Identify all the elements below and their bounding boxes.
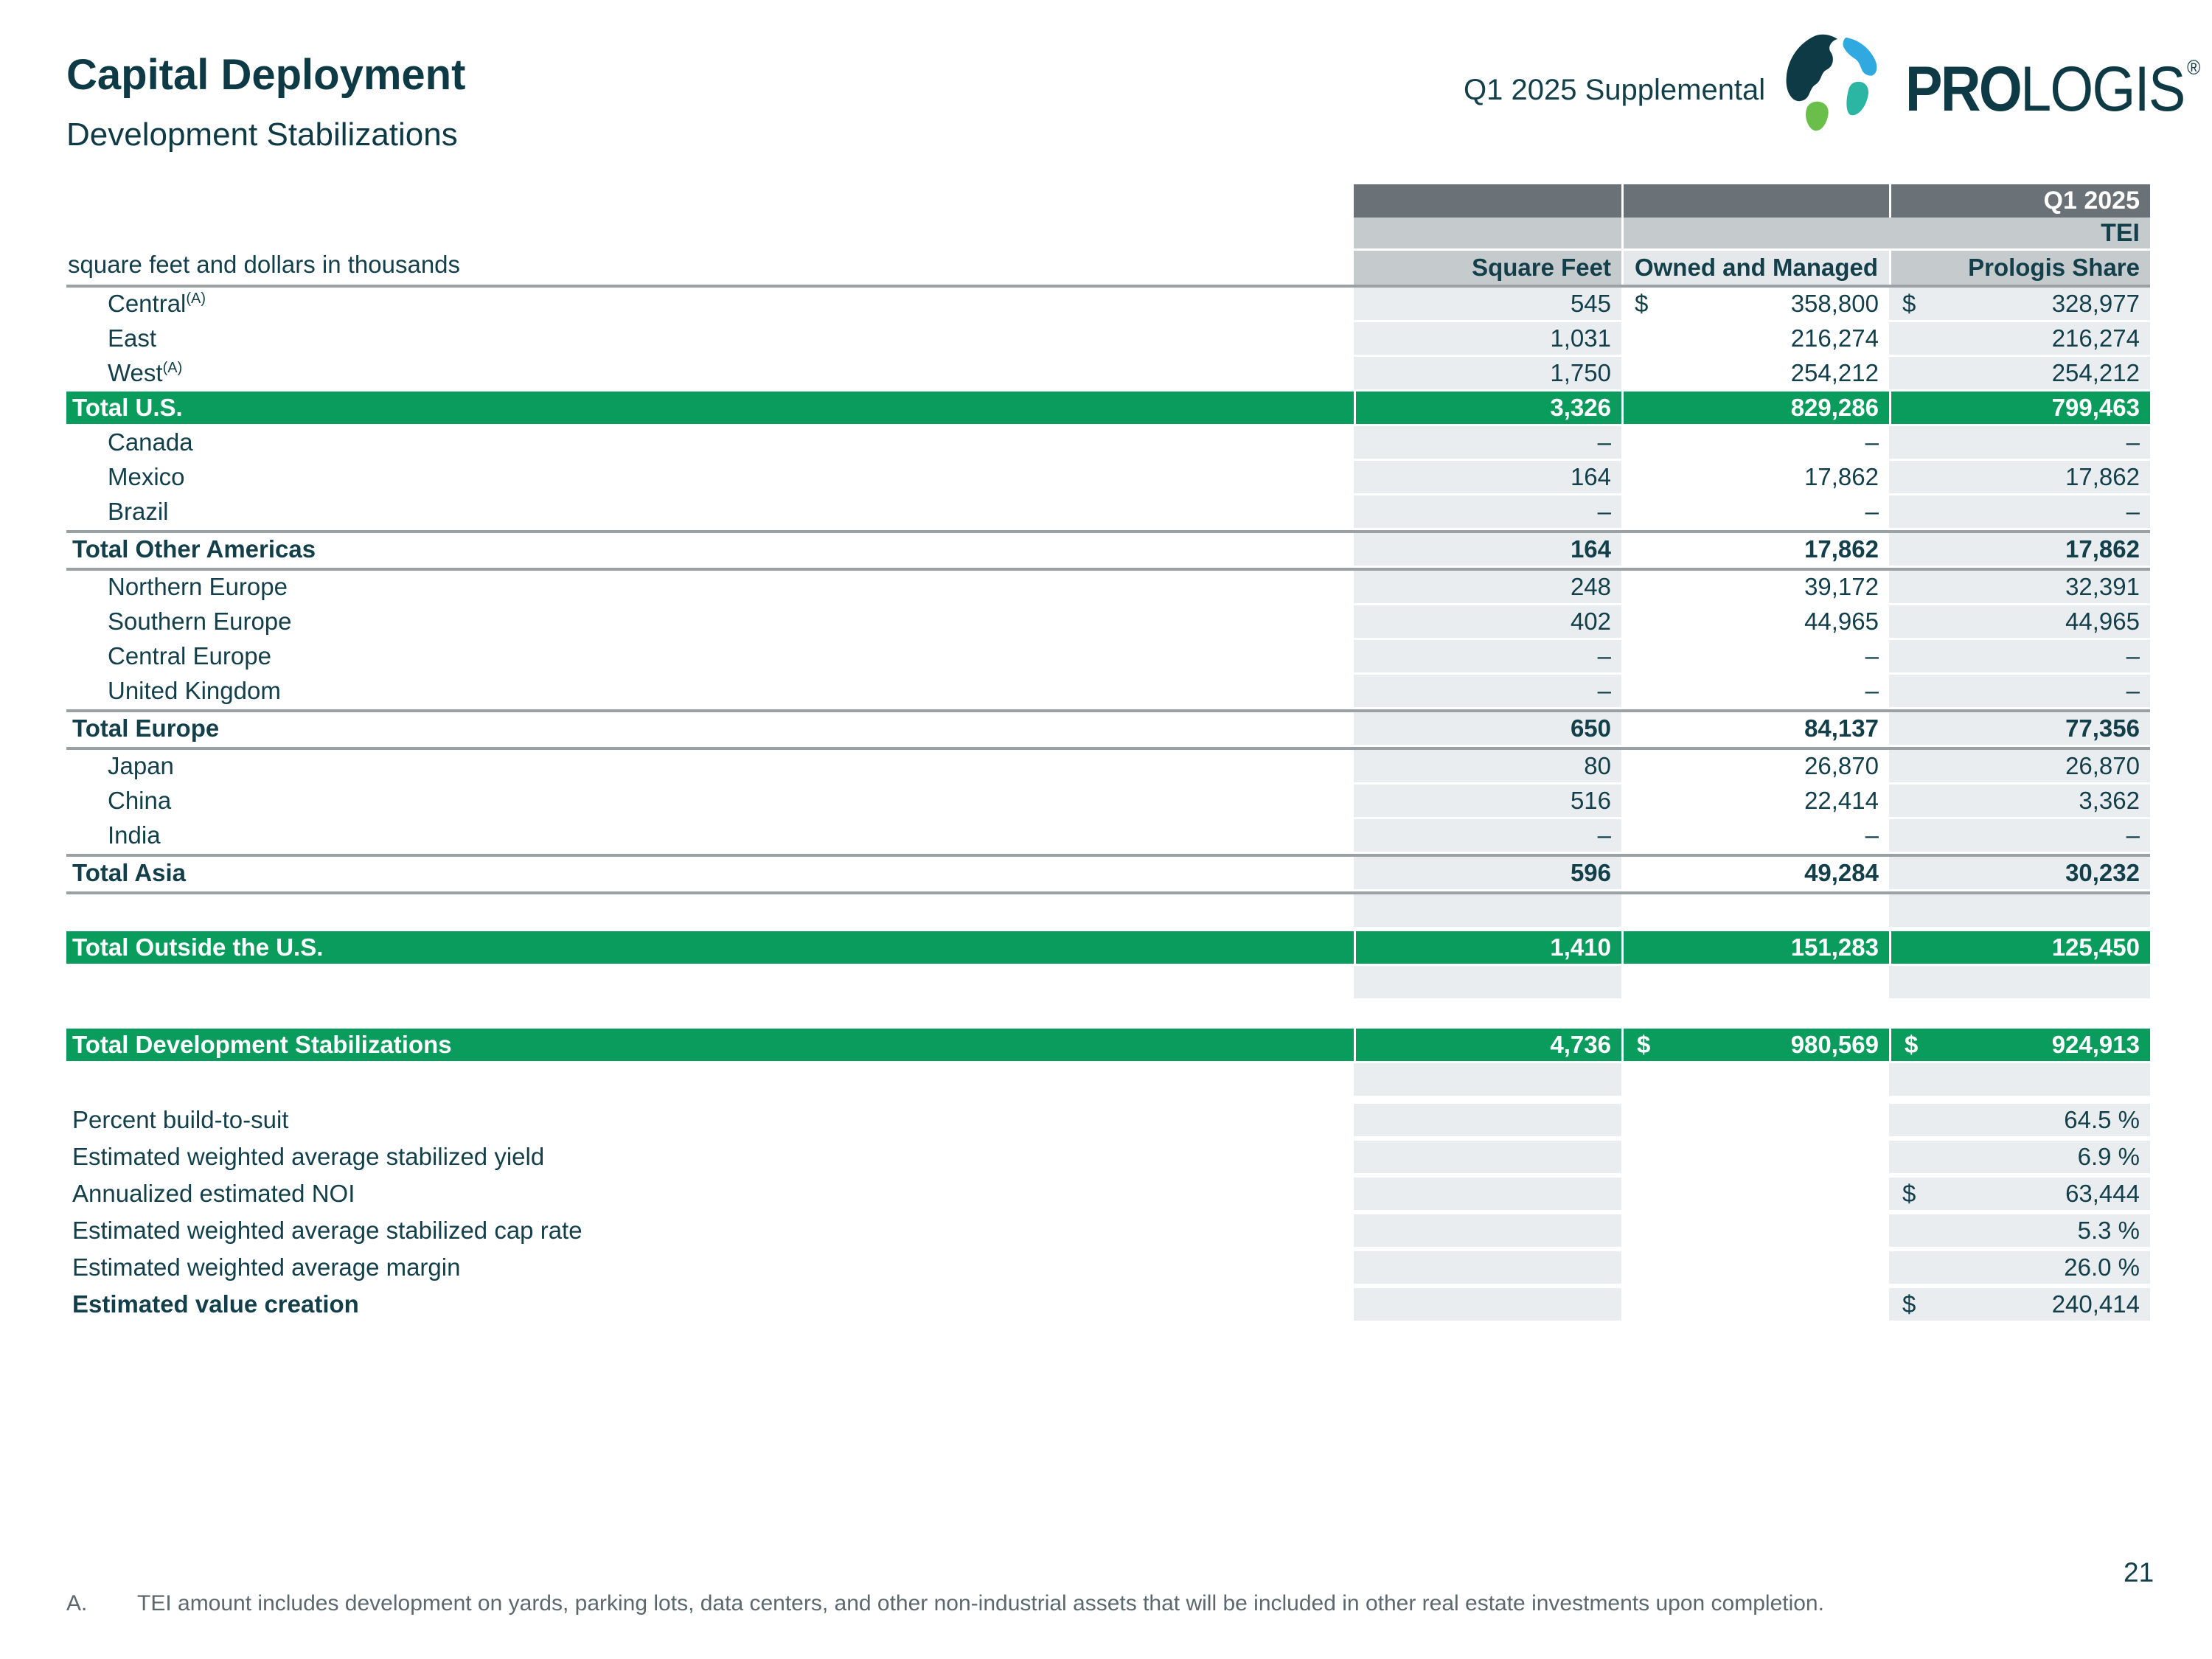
col-header-square-feet: Square Feet — [1354, 251, 1621, 285]
prologis-globe-icon — [1783, 31, 1899, 147]
table-row — [66, 1251, 2150, 1288]
cell-sf: 596 — [1354, 857, 1621, 889]
cell-sf: 1,410 — [1354, 931, 1621, 964]
row-label: Central$^{(A)}$ — [108, 290, 206, 317]
table-row — [66, 357, 2150, 392]
table-row — [66, 461, 2150, 495]
cell-om: – — [1621, 495, 1889, 528]
cell-ps: $ 63,444 — [1889, 1178, 2150, 1210]
spacer-row — [66, 894, 2150, 931]
cell-om: 151,283 — [1621, 931, 1889, 964]
cell-ps — [1889, 1063, 2150, 1096]
cell-sf: – — [1354, 675, 1621, 707]
cell-ps: 30,232 — [1889, 857, 2150, 889]
cell-sf: – — [1354, 426, 1621, 459]
row-label: Total U.S. — [66, 392, 1354, 424]
cell-om: 84,137 — [1621, 712, 1889, 745]
cell-om — [1621, 1141, 1889, 1173]
cell-ps: – — [1889, 495, 2150, 528]
row-label: Estimated weighted average stabilized yield — [72, 1143, 545, 1170]
tei-label: TEI — [1621, 218, 2150, 248]
row-label: Estimated weighted average margin — [72, 1253, 461, 1281]
cell-ps: 5.3 % — [1889, 1214, 2150, 1247]
row-label: East — [108, 324, 157, 352]
cell-om: 39,172 — [1621, 571, 1889, 603]
period-band — [1354, 184, 2150, 218]
row-label: Total Development Stabilizations — [66, 1029, 1354, 1061]
table-row — [66, 640, 2150, 675]
row-label: Percent build-to-suit — [72, 1106, 289, 1133]
cell-om: – — [1621, 675, 1889, 707]
row-label: Brazil — [108, 498, 169, 525]
cell-sf — [1354, 1251, 1621, 1284]
table-row — [66, 426, 2150, 461]
cell-om — [1621, 1251, 1889, 1284]
cell-sf — [1354, 1104, 1621, 1136]
cell-ps: – — [1889, 675, 2150, 707]
prologis-wordmark — [1905, 31, 2200, 147]
cell-sf: 545 — [1354, 288, 1621, 320]
table-row — [66, 785, 2150, 819]
cell-sf: 650 — [1354, 712, 1621, 745]
cell-ps: $ 240,414 — [1889, 1288, 2150, 1321]
cell-ps — [1889, 894, 2150, 927]
cell-sf — [1354, 966, 1621, 998]
cell-ps: 254,212 — [1889, 357, 2150, 389]
footnote — [66, 1591, 1998, 1616]
cell-ps: 26,870 — [1889, 750, 2150, 782]
prologis-logo — [1783, 31, 2212, 147]
period-band-cell — [1354, 184, 1621, 218]
cell-ps: 799,463 — [1889, 392, 2150, 424]
table-row — [66, 819, 2150, 854]
cell-sf: 164 — [1354, 461, 1621, 493]
cell-sf: 164 — [1354, 533, 1621, 566]
col-header-prologis-share: Prologis Share — [1889, 251, 2150, 285]
table-row — [66, 931, 2150, 966]
footnote-marker: A. — [66, 1591, 88, 1615]
cell-ps: – — [1889, 819, 2150, 852]
row-label: United Kingdom — [108, 677, 281, 704]
stabilizations-table — [66, 184, 2150, 1325]
cell-sf: – — [1354, 495, 1621, 528]
units-label: square feet and dollars in thousands — [68, 251, 461, 278]
row-label: Total Europe — [72, 714, 220, 742]
row-label — [66, 966, 1354, 998]
cell-ps: 125,450 — [1889, 931, 2150, 964]
cell-ps: – — [1889, 640, 2150, 672]
cell-sf: 3,326 — [1354, 392, 1621, 424]
cell-sf: – — [1354, 640, 1621, 672]
table-row — [66, 605, 2150, 640]
cell-sf: 402 — [1354, 605, 1621, 638]
cell-om — [1621, 966, 1889, 998]
cell-om: 17,862 — [1621, 533, 1889, 566]
cell-om — [1621, 1104, 1889, 1136]
cell-ps: 64.5 % — [1889, 1104, 2150, 1136]
table-row — [66, 1178, 2150, 1214]
cell-ps: $ 328,977 — [1889, 288, 2150, 320]
cell-ps: 77,356 — [1889, 712, 2150, 745]
row-label: India — [108, 821, 161, 849]
cell-om: $ 980,569 — [1621, 1029, 1889, 1061]
cell-ps: 17,862 — [1889, 533, 2150, 566]
cell-sf: 4,736 — [1354, 1029, 1621, 1061]
table-row — [66, 675, 2150, 709]
table-row — [66, 1141, 2150, 1178]
period-label: Q1 2025 — [1889, 184, 2150, 218]
table-row — [66, 1288, 2150, 1325]
cell-om — [1621, 1288, 1889, 1321]
column-headers — [1354, 251, 2150, 285]
row-label: West$^{(A)}$ — [108, 359, 183, 386]
tei-band-cell — [1354, 218, 1621, 248]
cell-om: 216,274 — [1621, 322, 1889, 355]
row-label: China — [108, 787, 172, 814]
table-row — [66, 495, 2150, 530]
cell-om — [1621, 894, 1889, 927]
footnote-text: TEI amount includes development on yards, parking lots, data centers, and other non-industrial assets that will be included in other real estate investments upon completion. — [137, 1591, 1824, 1615]
cell-sf — [1354, 894, 1621, 927]
cell-om: 26,870 — [1621, 750, 1889, 782]
cell-om — [1621, 1063, 1889, 1096]
row-label — [66, 894, 1354, 927]
table-row — [66, 712, 2150, 747]
table-row — [66, 1214, 2150, 1251]
cell-om: 22,414 — [1621, 785, 1889, 817]
cell-om: – — [1621, 426, 1889, 459]
table-row — [66, 750, 2150, 785]
table-row — [66, 857, 2150, 891]
cell-om: 254,212 — [1621, 357, 1889, 389]
row-label: Annualized estimated NOI — [72, 1180, 355, 1207]
table-row — [66, 392, 2150, 426]
cell-ps: – — [1889, 426, 2150, 459]
cell-sf — [1354, 1141, 1621, 1173]
table-row — [66, 1029, 2150, 1063]
spacer-row — [66, 966, 2150, 1029]
table-header — [66, 184, 2150, 288]
cell-om: 44,965 — [1621, 605, 1889, 638]
cell-om: – — [1621, 819, 1889, 852]
row-label: Northern Europe — [108, 573, 288, 600]
cell-sf — [1354, 1288, 1621, 1321]
cell-ps: 216,274 — [1889, 322, 2150, 355]
cell-om: 17,862 — [1621, 461, 1889, 493]
cell-om: 49,284 — [1621, 857, 1889, 889]
header-rule — [66, 285, 2150, 288]
cell-sf: 516 — [1354, 785, 1621, 817]
cell-ps: 6.9 % — [1889, 1141, 2150, 1173]
cell-sf: 1,031 — [1354, 322, 1621, 355]
cell-ps: $ 924,913 — [1889, 1029, 2150, 1061]
cell-ps: 44,965 — [1889, 605, 2150, 638]
row-label: Central Europe — [108, 642, 271, 669]
table-row — [66, 322, 2150, 357]
table-row — [66, 1104, 2150, 1141]
page-number: 21 — [2124, 1557, 2154, 1587]
row-label: Mexico — [108, 463, 185, 490]
cell-sf: 248 — [1354, 571, 1621, 603]
table-body — [66, 288, 2150, 1325]
tei-band — [1354, 218, 2150, 251]
row-label: Southern Europe — [108, 608, 292, 635]
table-row — [66, 533, 2150, 568]
cell-ps: 3,362 — [1889, 785, 2150, 817]
page-subtitle: Development Stabilizations — [66, 116, 458, 153]
supplemental-label: Q1 2025 Supplemental — [1464, 74, 1766, 106]
wordmark-light: LOGIS — [2020, 54, 2185, 125]
row-label: Estimated weighted average stabilized cap rate — [72, 1217, 582, 1244]
row-label — [66, 1063, 1354, 1096]
cell-sf — [1354, 1063, 1621, 1096]
row-label: Total Other Americas — [72, 535, 316, 563]
cell-ps: 26.0 % — [1889, 1251, 2150, 1284]
cell-om: 829,286 — [1621, 392, 1889, 424]
cell-sf — [1354, 1178, 1621, 1210]
cell-om — [1621, 1214, 1889, 1247]
cell-ps: 17,862 — [1889, 461, 2150, 493]
cell-sf: 1,750 — [1354, 357, 1621, 389]
cell-sf: – — [1354, 819, 1621, 852]
spacer-row — [66, 1063, 2150, 1104]
cell-om: $ 358,800 — [1621, 288, 1889, 320]
cell-ps — [1889, 966, 2150, 998]
row-label: Total Asia — [72, 859, 187, 886]
cell-om — [1621, 1178, 1889, 1210]
cell-om: – — [1621, 640, 1889, 672]
wordmark-bold: PRO — [1905, 54, 2021, 125]
cell-ps: 32,391 — [1889, 571, 2150, 603]
row-label: Total Outside the U.S. — [66, 931, 1354, 964]
row-label: Estimated value creation — [72, 1290, 359, 1318]
registered-mark-icon: ® — [2187, 56, 2201, 79]
cell-sf — [1354, 1214, 1621, 1247]
row-label: Japan — [108, 752, 174, 779]
table-row — [66, 288, 2150, 322]
period-band-cell — [1621, 184, 1889, 218]
col-header-owned-and-managed: Owned and Managed — [1621, 251, 1889, 285]
table-row — [66, 571, 2150, 605]
row-label: Canada — [108, 428, 193, 456]
page-title: Capital Deployment — [66, 51, 466, 99]
cell-sf: 80 — [1354, 750, 1621, 782]
